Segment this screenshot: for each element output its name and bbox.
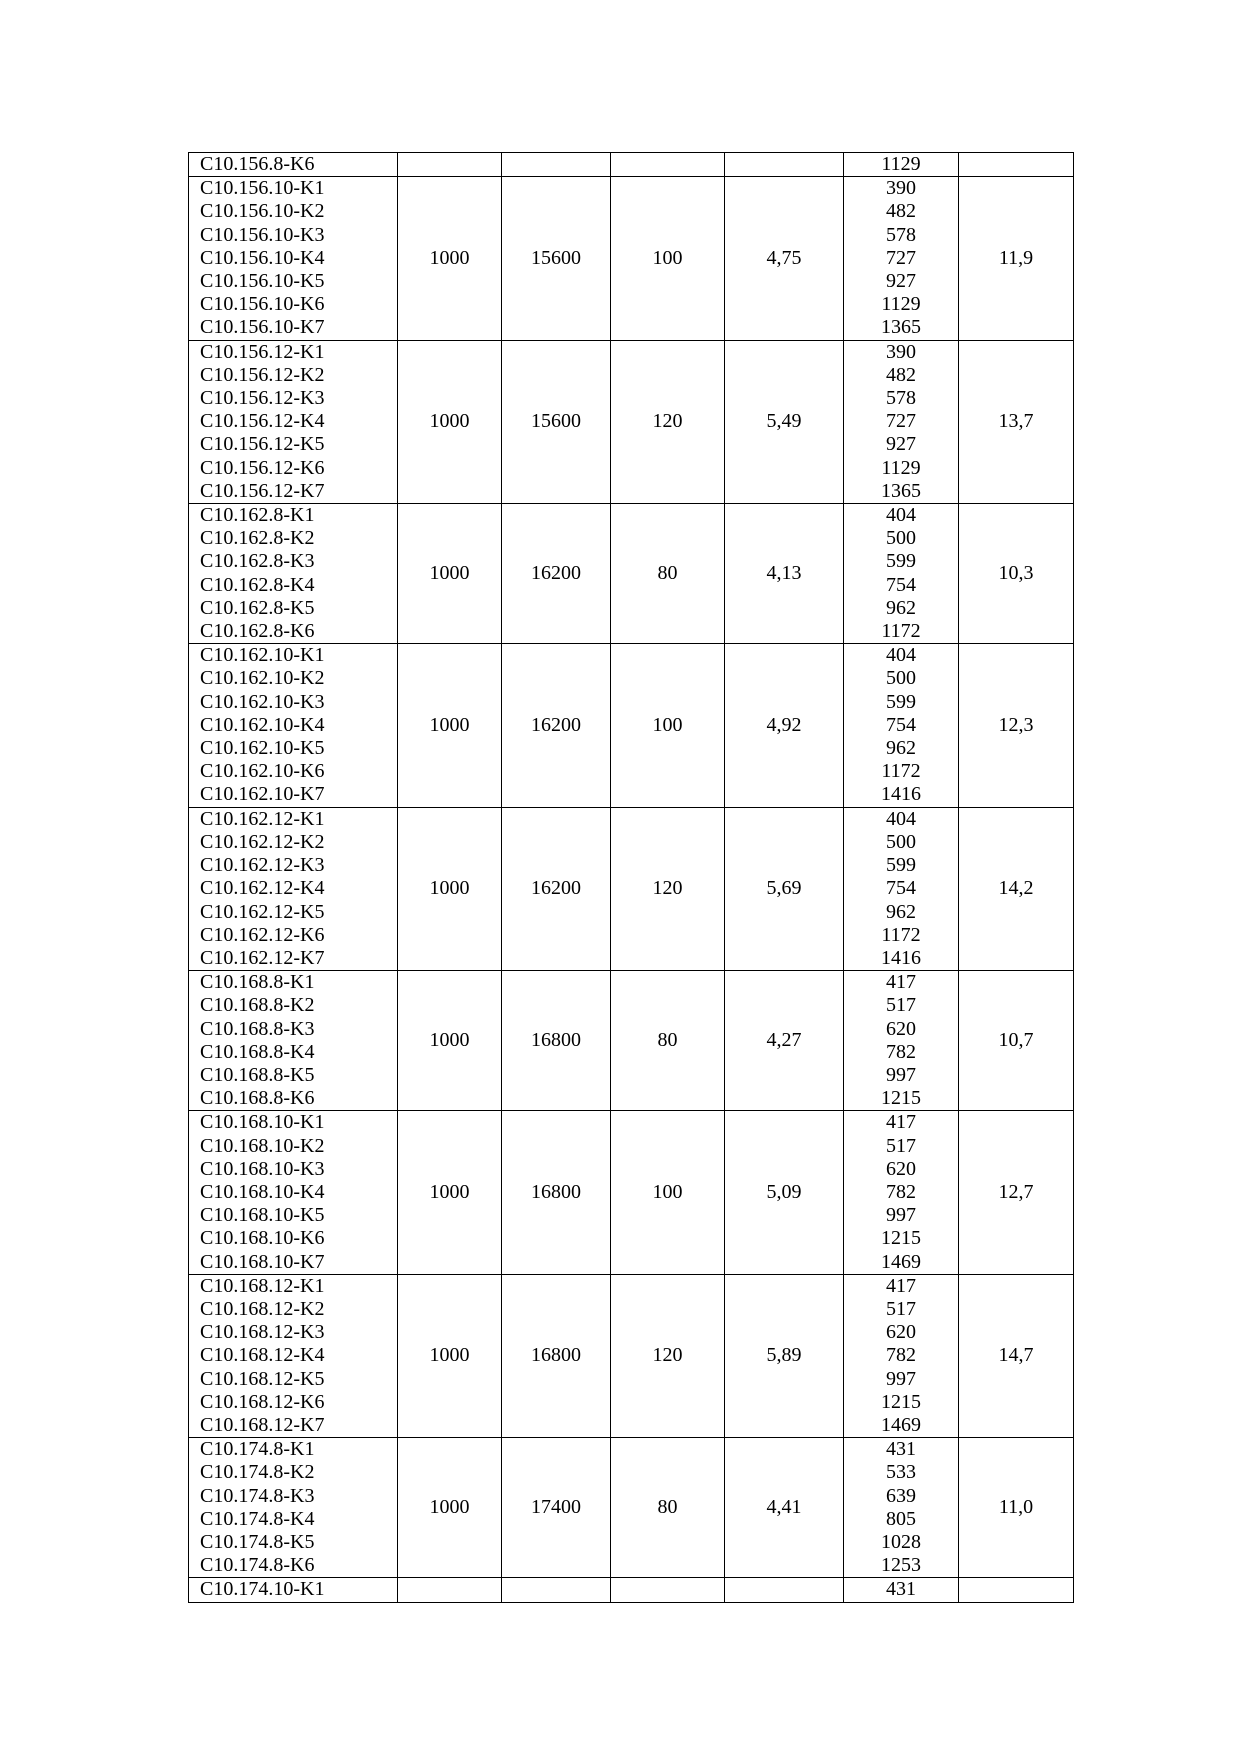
product-codes-cell-line: C10.168.8-K3 <box>200 1017 315 1040</box>
product-codes-cell-line: C10.162.12-K6 <box>200 923 325 946</box>
load-values-cell <box>844 1274 959 1437</box>
product-codes-cell-line: C10.162.8-K4 <box>200 573 315 596</box>
product-codes-cell <box>189 504 398 644</box>
table-row <box>189 971 1074 1111</box>
table-row <box>189 807 1074 970</box>
thickness-cell <box>611 1578 725 1602</box>
table-row <box>189 504 1074 644</box>
product-codes-cell <box>189 807 398 970</box>
spec-table-body <box>189 153 1074 1603</box>
table-row <box>189 1111 1074 1274</box>
length-cell: 16200 <box>502 807 611 970</box>
mass-cell: 14,7 <box>959 1274 1074 1437</box>
product-codes-cell-line: C10.168.8-K5 <box>200 1063 315 1086</box>
mass-cell: 11,0 <box>959 1438 1074 1578</box>
product-codes-cell-line: C10.156.12-K6 <box>200 456 325 479</box>
load-values-cell-line: 500 <box>886 527 916 550</box>
product-codes-cell-line: C10.156.8-K6 <box>200 153 315 175</box>
product-codes-cell-line: C10.162.12-K3 <box>200 854 325 877</box>
product-codes-cell-line: C10.156.10-K1 <box>200 177 325 200</box>
volume-cell: 4,27 <box>725 971 844 1111</box>
product-codes-cell-line: C10.162.12-K7 <box>200 946 325 969</box>
load-values-cell <box>844 971 959 1111</box>
product-codes-cell-line: C10.162.8-K3 <box>200 550 315 573</box>
load-values-cell <box>844 153 959 177</box>
product-codes-cell-line: C10.156.12-K4 <box>200 410 325 433</box>
table-row <box>189 1578 1074 1602</box>
product-codes-cell-line: C10.168.8-K1 <box>200 971 315 994</box>
load-values-cell-line: 754 <box>886 713 916 736</box>
table-row <box>189 153 1074 177</box>
load-values-cell <box>844 644 959 807</box>
table-row <box>189 1438 1074 1578</box>
thickness-cell: 120 <box>611 1274 725 1437</box>
load-values-cell-line: 1416 <box>881 946 921 969</box>
load-values-cell-line: 517 <box>886 1134 916 1157</box>
load-values-cell-line: 431 <box>886 1578 916 1601</box>
thickness-cell: 80 <box>611 1438 725 1578</box>
product-codes-cell-line: C10.162.10-K2 <box>200 667 325 690</box>
product-codes-cell <box>189 1111 398 1274</box>
thickness-cell <box>611 153 725 177</box>
volume-cell: 5,89 <box>725 1274 844 1437</box>
product-codes-cell-line: C10.156.10-K2 <box>200 200 325 223</box>
product-codes-cell-line: C10.168.8-K4 <box>200 1040 315 1063</box>
mass-cell <box>959 153 1074 177</box>
load-values-cell-line: 1469 <box>881 1413 921 1436</box>
load-values-cell <box>844 1111 959 1274</box>
load-values-cell-line: 1129 <box>881 293 921 316</box>
product-codes-cell-line: C10.168.8-K2 <box>200 994 315 1017</box>
width-cell <box>398 153 502 177</box>
spec-table <box>188 152 1074 1603</box>
product-codes-cell-line: C10.156.12-K5 <box>200 433 325 456</box>
product-codes-cell <box>189 1578 398 1602</box>
product-codes-cell-line: C10.168.10-K1 <box>200 1111 325 1134</box>
product-codes-cell-line: C10.162.10-K6 <box>200 760 325 783</box>
load-values-cell-line: 500 <box>886 830 916 853</box>
load-values-cell-line: 754 <box>886 877 916 900</box>
load-values-cell-line: 620 <box>886 1017 916 1040</box>
length-cell: 16800 <box>502 1111 611 1274</box>
load-values-cell-line: 1215 <box>881 1087 921 1110</box>
load-values-cell-line: 1253 <box>881 1554 921 1577</box>
load-values-cell-line: 1172 <box>881 760 921 783</box>
width-cell: 1000 <box>398 807 502 970</box>
product-codes-cell <box>189 644 398 807</box>
product-codes-cell-line: C10.162.12-K5 <box>200 900 325 923</box>
load-values-cell-line: 1028 <box>881 1530 921 1553</box>
load-values-cell-line: 1365 <box>881 316 921 339</box>
load-values-cell-line: 1215 <box>881 1227 921 1250</box>
mass-cell: 12,7 <box>959 1111 1074 1274</box>
width-cell <box>398 1578 502 1602</box>
product-codes-cell-line: C10.156.12-K2 <box>200 363 325 386</box>
product-codes-cell-line: C10.162.8-K5 <box>200 596 315 619</box>
load-values-cell-line: 727 <box>886 410 916 433</box>
product-codes-cell-line: C10.174.8-K1 <box>200 1438 315 1461</box>
mass-cell: 13,7 <box>959 340 1074 503</box>
thickness-cell: 120 <box>611 340 725 503</box>
thickness-cell: 80 <box>611 504 725 644</box>
product-codes-cell-line: C10.162.8-K1 <box>200 504 315 527</box>
load-values-cell <box>844 340 959 503</box>
load-values-cell-line: 962 <box>886 737 916 760</box>
load-values-cell-line: 599 <box>886 550 916 573</box>
load-values-cell-line: 390 <box>886 340 916 363</box>
product-codes-cell-line: C10.168.10-K5 <box>200 1204 325 1227</box>
length-cell: 15600 <box>502 340 611 503</box>
product-codes-cell-line: C10.156.10-K4 <box>200 246 325 269</box>
product-codes-cell-line: C10.156.10-K6 <box>200 293 325 316</box>
load-values-cell-line: 482 <box>886 200 916 223</box>
load-values-cell-line: 727 <box>886 246 916 269</box>
product-codes-cell-line: C10.162.12-K1 <box>200 807 325 830</box>
product-codes-cell-line: C10.162.10-K1 <box>200 644 325 667</box>
load-values-cell-line: 620 <box>886 1157 916 1180</box>
thickness-cell: 80 <box>611 971 725 1111</box>
product-codes-cell-line: C10.174.8-K3 <box>200 1484 315 1507</box>
mass-cell: 12,3 <box>959 644 1074 807</box>
table-row <box>189 644 1074 807</box>
length-cell <box>502 153 611 177</box>
product-codes-cell-line: C10.168.10-K7 <box>200 1250 325 1273</box>
length-cell: 16800 <box>502 1274 611 1437</box>
load-values-cell-line: 578 <box>886 387 916 410</box>
width-cell: 1000 <box>398 1438 502 1578</box>
product-codes-cell-line: C10.162.8-K6 <box>200 620 315 643</box>
load-values-cell-line: 517 <box>886 1297 916 1320</box>
width-cell: 1000 <box>398 1111 502 1274</box>
load-values-cell-line: 1129 <box>881 153 921 175</box>
width-cell: 1000 <box>398 644 502 807</box>
load-values-cell-line: 500 <box>886 667 916 690</box>
length-cell: 16800 <box>502 971 611 1111</box>
load-values-cell-line: 997 <box>886 1204 916 1227</box>
length-cell: 16200 <box>502 504 611 644</box>
width-cell: 1000 <box>398 504 502 644</box>
load-values-cell-line: 1215 <box>881 1390 921 1413</box>
product-codes-cell-line: C10.162.12-K4 <box>200 877 325 900</box>
product-codes-cell-line: C10.168.12-K6 <box>200 1390 325 1413</box>
table-row <box>189 340 1074 503</box>
thickness-cell: 100 <box>611 1111 725 1274</box>
product-codes-cell-line: C10.168.10-K3 <box>200 1157 325 1180</box>
product-codes-cell-line: C10.162.10-K4 <box>200 713 325 736</box>
product-codes-cell-line: C10.156.12-K7 <box>200 479 325 502</box>
product-codes-cell <box>189 177 398 340</box>
product-codes-cell <box>189 971 398 1111</box>
load-values-cell-line: 997 <box>886 1063 916 1086</box>
length-cell: 17400 <box>502 1438 611 1578</box>
load-values-cell-line: 404 <box>886 644 916 667</box>
product-codes-cell-line: C10.168.8-K6 <box>200 1087 315 1110</box>
load-values-cell <box>844 504 959 644</box>
product-codes-cell-line: C10.168.12-K5 <box>200 1367 325 1390</box>
load-values-cell-line: 754 <box>886 573 916 596</box>
load-values-cell <box>844 1438 959 1578</box>
product-codes-cell-line: C10.156.10-K7 <box>200 316 325 339</box>
product-codes-cell-line: C10.174.10-K1 <box>200 1578 325 1601</box>
table-row <box>189 1274 1074 1437</box>
length-cell: 16200 <box>502 644 611 807</box>
thickness-cell: 120 <box>611 807 725 970</box>
product-codes-cell-line: C10.156.12-K1 <box>200 340 325 363</box>
product-codes-cell-line: C10.174.8-K6 <box>200 1554 315 1577</box>
product-codes-cell <box>189 1438 398 1578</box>
load-values-cell-line: 1365 <box>881 479 921 502</box>
load-values-cell-line: 599 <box>886 690 916 713</box>
load-values-cell-line: 417 <box>886 971 916 994</box>
product-codes-cell-line: C10.168.10-K2 <box>200 1134 325 1157</box>
load-values-cell-line: 782 <box>886 1040 916 1063</box>
load-values-cell-line: 1469 <box>881 1250 921 1273</box>
width-cell: 1000 <box>398 971 502 1111</box>
load-values-cell-line: 517 <box>886 994 916 1017</box>
load-values-cell-line: 782 <box>886 1180 916 1203</box>
load-values-cell <box>844 1578 959 1602</box>
load-values-cell-line: 482 <box>886 363 916 386</box>
load-values-cell-line: 962 <box>886 900 916 923</box>
load-values-cell-line: 404 <box>886 807 916 830</box>
product-codes-cell-line: C10.168.10-K4 <box>200 1180 325 1203</box>
product-codes-cell-line: C10.162.12-K2 <box>200 830 325 853</box>
width-cell: 1000 <box>398 1274 502 1437</box>
load-values-cell-line: 404 <box>886 504 916 527</box>
mass-cell: 14,2 <box>959 807 1074 970</box>
volume-cell <box>725 1578 844 1602</box>
thickness-cell: 100 <box>611 177 725 340</box>
load-values-cell-line: 962 <box>886 596 916 619</box>
width-cell: 1000 <box>398 340 502 503</box>
load-values-cell-line: 997 <box>886 1367 916 1390</box>
volume-cell: 5,09 <box>725 1111 844 1274</box>
load-values-cell-line: 1172 <box>881 620 921 643</box>
width-cell: 1000 <box>398 177 502 340</box>
product-codes-cell-line: C10.162.10-K5 <box>200 737 325 760</box>
volume-cell: 4,75 <box>725 177 844 340</box>
product-codes-cell <box>189 340 398 503</box>
load-values-cell-line: 805 <box>886 1507 916 1530</box>
load-values-cell-line: 1129 <box>881 456 921 479</box>
product-codes-cell-line: C10.168.12-K2 <box>200 1297 325 1320</box>
load-values-cell <box>844 807 959 970</box>
load-values-cell-line: 533 <box>886 1461 916 1484</box>
product-codes-cell-line: C10.168.12-K4 <box>200 1344 325 1367</box>
load-values-cell <box>844 177 959 340</box>
product-codes-cell <box>189 153 398 177</box>
length-cell: 15600 <box>502 177 611 340</box>
load-values-cell-line: 390 <box>886 177 916 200</box>
volume-cell: 4,41 <box>725 1438 844 1578</box>
load-values-cell-line: 417 <box>886 1274 916 1297</box>
product-codes-cell-line: C10.156.10-K5 <box>200 270 325 293</box>
product-codes-cell-line: C10.156.10-K3 <box>200 223 325 246</box>
product-codes-cell-line: C10.168.12-K1 <box>200 1274 325 1297</box>
load-values-cell-line: 1416 <box>881 783 921 806</box>
volume-cell: 4,92 <box>725 644 844 807</box>
table-row <box>189 177 1074 340</box>
product-codes-cell <box>189 1274 398 1437</box>
load-values-cell-line: 599 <box>886 854 916 877</box>
load-values-cell-line: 620 <box>886 1321 916 1344</box>
load-values-cell-line: 639 <box>886 1484 916 1507</box>
product-codes-cell-line: C10.156.12-K3 <box>200 387 325 410</box>
volume-cell <box>725 153 844 177</box>
load-values-cell-line: 431 <box>886 1438 916 1461</box>
load-values-cell-line: 927 <box>886 433 916 456</box>
product-codes-cell-line: C10.168.12-K3 <box>200 1321 325 1344</box>
mass-cell <box>959 1578 1074 1602</box>
mass-cell: 11,9 <box>959 177 1074 340</box>
product-codes-cell-line: C10.174.8-K2 <box>200 1461 315 1484</box>
mass-cell: 10,3 <box>959 504 1074 644</box>
length-cell <box>502 1578 611 1602</box>
product-codes-cell-line: C10.168.10-K6 <box>200 1227 325 1250</box>
load-values-cell-line: 927 <box>886 270 916 293</box>
volume-cell: 4,13 <box>725 504 844 644</box>
product-codes-cell-line: C10.168.12-K7 <box>200 1413 325 1436</box>
load-values-cell-line: 1172 <box>881 923 921 946</box>
product-codes-cell-line: C10.162.10-K7 <box>200 783 325 806</box>
product-codes-cell-line: C10.162.8-K2 <box>200 527 315 550</box>
product-codes-cell-line: C10.174.8-K4 <box>200 1507 315 1530</box>
volume-cell: 5,69 <box>725 807 844 970</box>
load-values-cell-line: 578 <box>886 223 916 246</box>
volume-cell: 5,49 <box>725 340 844 503</box>
load-values-cell-line: 417 <box>886 1111 916 1134</box>
mass-cell: 10,7 <box>959 971 1074 1111</box>
load-values-cell-line: 782 <box>886 1344 916 1367</box>
thickness-cell: 100 <box>611 644 725 807</box>
product-codes-cell-line: C10.174.8-K5 <box>200 1530 315 1553</box>
product-codes-cell-line: C10.162.10-K3 <box>200 690 325 713</box>
